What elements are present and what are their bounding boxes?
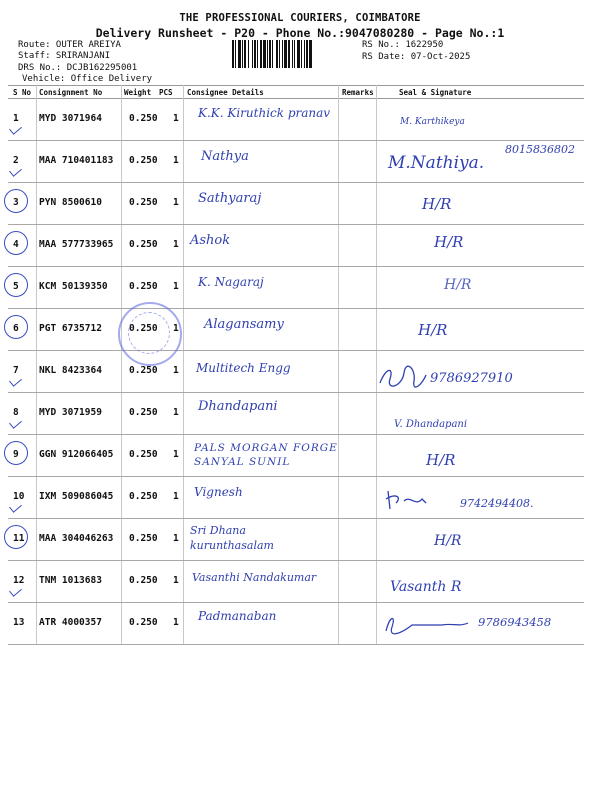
table-row: [8, 309, 584, 351]
barcode-bar: [254, 40, 256, 68]
barcode-bar: [244, 40, 246, 68]
route-info: Route: OUTER AREIYA: [18, 40, 121, 50]
weight-cell: 0.250: [129, 617, 158, 628]
barcode-bar: [242, 40, 243, 68]
barcode-bar: [306, 40, 308, 68]
column-header-weight: Weight: [124, 88, 152, 97]
vehicle-info: Vehicle: Office Delivery: [22, 74, 153, 84]
consignment-cell: MAA 304046263: [39, 533, 114, 544]
consignee-handwriting: Sri Dhana kurunthasalam: [190, 524, 274, 552]
barcode-bar: [292, 40, 293, 68]
column-header-consignee: Consignee Details: [187, 88, 264, 97]
phone-number: 9786927910: [430, 371, 513, 386]
barcode-bar: [304, 40, 305, 68]
table-row: [8, 141, 584, 183]
consignee-handwriting: Sathyaraj: [198, 191, 262, 206]
consignment-cell: MAA 577733965: [39, 239, 114, 250]
phone-number: 8015836802: [505, 143, 575, 156]
signature-scribble: [382, 611, 472, 637]
weight-cell: 0.250: [129, 323, 158, 334]
signature: H/R: [434, 533, 462, 549]
table-row: [8, 561, 584, 603]
pcs-cell: 1: [173, 407, 179, 418]
table-row: [8, 519, 584, 561]
weight-cell: 0.250: [129, 491, 158, 502]
stamp-inner-ring: [128, 312, 170, 354]
pcs-cell: 1: [173, 239, 179, 250]
barcode-bar: [309, 40, 312, 68]
table-row: [8, 267, 584, 309]
tick-mark: [9, 416, 22, 428]
tick-mark: [9, 164, 22, 176]
signature: V. Dhandapani: [394, 419, 468, 430]
staff-info: Staff: SRIRANJANI: [18, 51, 111, 61]
pcs-cell: 1: [173, 113, 179, 124]
barcode-bar: [232, 40, 234, 68]
table-row: [8, 183, 584, 225]
circle-mark: [4, 189, 28, 213]
barcode-bar: [301, 40, 302, 68]
weight-cell: 0.250: [129, 197, 158, 208]
barcode: [232, 40, 356, 68]
consignment-cell: MYD 3071959: [39, 407, 102, 418]
pcs-cell: 1: [173, 533, 179, 544]
weight-cell: 0.250: [129, 407, 158, 418]
row-divider: [8, 644, 584, 645]
barcode-bar: [257, 40, 258, 68]
consignee-handwriting: K. Nagaraj: [198, 275, 264, 289]
weight-cell: 0.250: [129, 281, 158, 292]
consignee-handwriting: Dhandapani: [198, 399, 278, 414]
weight-cell: 0.250: [129, 575, 158, 586]
barcode-bar: [288, 40, 290, 68]
consignee-handwriting: Multitech Engg: [196, 361, 291, 375]
consignment-cell: PYN 8500610: [39, 197, 102, 208]
consignment-cell: GGN 912066405: [39, 449, 114, 460]
tick-mark: [9, 584, 22, 596]
consignee-handwriting: Vasanthi Nandakumar: [192, 571, 317, 584]
pcs-cell: 1: [173, 365, 179, 376]
tick-mark: [9, 374, 22, 386]
barcode-bar: [276, 40, 278, 68]
consignment-cell: PGT 6735712: [39, 323, 102, 334]
pcs-cell: 1: [173, 197, 179, 208]
pcs-cell: 1: [173, 449, 179, 460]
pcs-cell: 1: [173, 281, 179, 292]
consignee-handwriting: Padmanaban: [198, 609, 277, 623]
signature-scribble: [382, 487, 428, 513]
tick-mark: [9, 122, 22, 134]
consignment-cell: TNM 1013683: [39, 575, 102, 586]
tick-mark: [9, 500, 22, 512]
signature: H/R: [434, 233, 464, 251]
barcode-bar: [252, 40, 253, 68]
phone-number: 9742494408.: [460, 497, 534, 510]
consignment-cell: NKL 8423364: [39, 365, 102, 376]
circle-mark: [4, 273, 28, 297]
column-header-remarks: Remarks: [342, 88, 374, 97]
signature: H/R: [422, 195, 452, 213]
signature: M.Nathiya.: [388, 153, 485, 173]
consignee-handwriting: Ashok: [190, 233, 231, 248]
barcode-bar: [297, 40, 300, 68]
office-stamp: [118, 302, 182, 366]
barcode-bar: [279, 40, 280, 68]
consignment-cell: ATR 4000357: [39, 617, 102, 628]
sno-cell: 10: [13, 491, 25, 502]
consignee-handwriting: Alagansamy: [204, 317, 284, 332]
barcode-bar: [284, 40, 287, 68]
table-row: [8, 393, 584, 435]
weight-cell: 0.250: [129, 365, 158, 376]
weight-cell: 0.250: [129, 155, 158, 166]
column-header-pcs: PCS: [159, 88, 173, 97]
signature: M. Karthikeya: [400, 117, 465, 127]
sno-cell: 13: [13, 617, 25, 628]
circle-mark: [4, 525, 28, 549]
sno-cell: 12: [13, 575, 25, 586]
pcs-cell: 1: [173, 617, 179, 628]
circle-mark: [4, 231, 28, 255]
barcode-bar: [267, 40, 268, 68]
weight-cell: 0.250: [129, 449, 158, 460]
weight-cell: 0.250: [129, 239, 158, 250]
company-title: THE PROFESSIONAL COURIERS, COIMBATORE: [179, 12, 421, 24]
consignment-cell: MYD 3071964: [39, 113, 102, 124]
sno-cell: 11: [13, 533, 25, 544]
sno-cell: 9: [13, 449, 19, 460]
column-header-seal: Seal & Signature: [399, 88, 472, 97]
table-row: [8, 99, 584, 141]
signature-scribble: [376, 365, 428, 389]
sno-cell: 5: [13, 281, 19, 292]
sno-cell: 8: [13, 407, 19, 418]
barcode-bar: [260, 40, 262, 68]
rs-number: RS No.: 1622950: [362, 40, 444, 50]
sno-cell: 4: [13, 239, 19, 250]
sno-cell: 7: [13, 365, 19, 376]
barcode-bar: [282, 40, 283, 68]
signature: H/R: [444, 277, 472, 293]
pcs-cell: 1: [173, 155, 179, 166]
barcode-bar: [269, 40, 271, 68]
table-row: [8, 435, 584, 477]
signature: H/R: [426, 451, 456, 469]
column-header-sno: S No: [13, 88, 32, 97]
barcode-bar: [235, 40, 236, 68]
consignment-cell: IXM 509086045: [39, 491, 114, 502]
consignment-cell: KCM 50139350: [39, 281, 108, 292]
signature: Vasanth R: [390, 579, 462, 595]
consignee-handwriting: Vignesh: [194, 485, 243, 499]
table-row: [8, 477, 584, 519]
sno-cell: 1: [13, 113, 19, 124]
consignee-handwriting: K.K. Kiruthick pranav: [198, 106, 331, 120]
table-row: [8, 351, 584, 393]
sno-cell: 3: [13, 197, 19, 208]
weight-cell: 0.250: [129, 113, 158, 124]
table-row: [8, 603, 584, 645]
barcode-bar: [294, 40, 295, 68]
rs-date: RS Date: 07-Oct-2025: [362, 52, 471, 62]
sno-cell: 6: [13, 323, 19, 334]
consignee-handwriting: PALS MORGAN FORGE SANYAL SUNIL: [194, 442, 338, 468]
consignee-handwriting: Nathya: [201, 149, 249, 164]
circle-mark: [4, 441, 28, 465]
pcs-cell: 1: [173, 323, 179, 334]
table-row: [8, 225, 584, 267]
drs-info: DRS No.: DCJB162295001: [18, 63, 138, 73]
consignment-cell: MAA 710401183: [39, 155, 114, 166]
barcode-bar: [272, 40, 273, 68]
pcs-cell: 1: [173, 575, 179, 586]
signature: H/R: [418, 321, 448, 339]
header-divider: [8, 85, 584, 86]
barcode-bar: [238, 40, 241, 68]
barcode-bar: [248, 40, 249, 68]
circle-mark: [4, 315, 28, 339]
pcs-cell: 1: [173, 491, 179, 502]
column-header-consignment: Consignment No: [39, 88, 103, 97]
barcode-bar: [263, 40, 266, 68]
weight-cell: 0.250: [129, 533, 158, 544]
phone-number: 9786943458: [478, 615, 552, 629]
sno-cell: 2: [13, 155, 19, 166]
runsheet-subtitle: Delivery Runsheet - P20 - Phone No.:9047080280 - Page No.:1: [95, 26, 505, 40]
